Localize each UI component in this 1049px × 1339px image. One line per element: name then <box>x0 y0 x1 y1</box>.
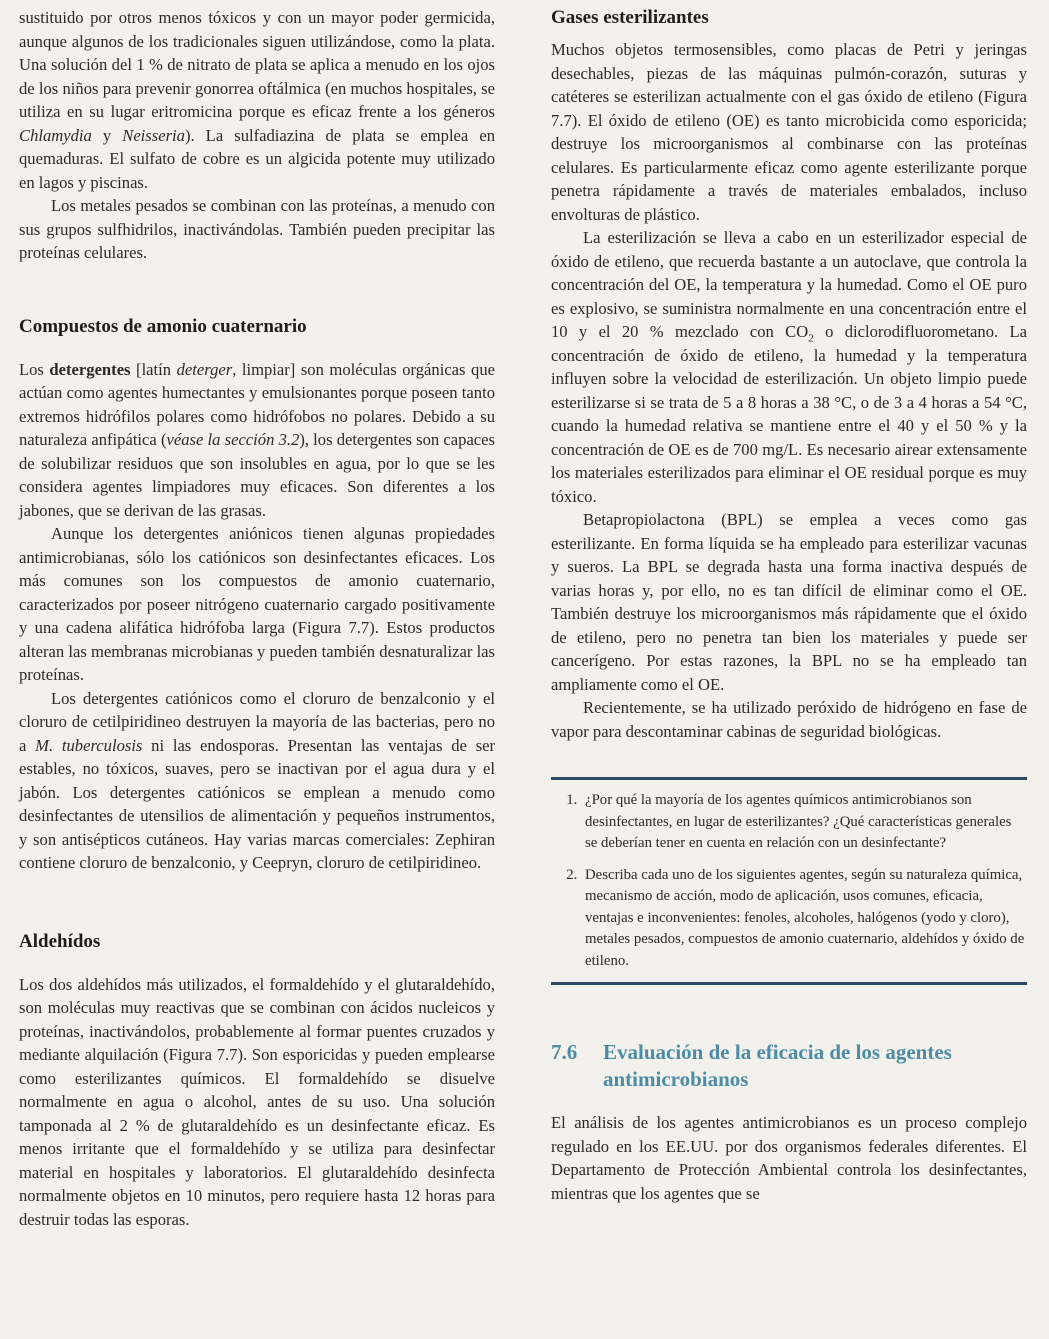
paragraph-metals-uses: sustituido por otros menos tóxicos y con un mayor poder germicida, aunque algunos de los tradicionales siguen utilizándose, como la plata. Una solución del 1 % de nitrato de plata se aplica a menudo en los ojos de los niños para prevenir gonorrea oftálmica (en muchos hospitales, se utiliza en su lugar eritromicina porque es eficaz frente a los géneros Chlamydia y Neisseria). La sulfadiazina de plata se emplea en quemaduras. El sulfato de cobre es un algicida potente muy utilizado en lagos y piscinas. <box>19 8 496 192</box>
genus-neisseria: Neisseria <box>122 125 185 145</box>
review-question: 2. Describa cada uno de los siguientes agentes, según su naturaleza química, mecanismo de acción, modo de aplicación, usos comunes, eficacia, ventajas e inconvenientes: fenoles, alcoholes, halógenos (yodo y cloro), metales pesados, compuestos de amonio cuaternario, aldehídos y óxido de etileno. <box>581 865 1027 973</box>
species-m-tuberculosis: M. tuberculosis <box>35 735 143 755</box>
paragraph-benzalkonium: Los detergentes catiónicos como el cloruro de benzalconio y el cloruro de cetilpiridineo destruyen la mayoría de las bacterias, pero no a M. tuberculosis ni las endosporas. Presentan las ventajas de ser estables, no tóxicos, suaves, pero se inactivan por el agua dura y el jabón. Los detergentes catiónicos se emplean a menudo como desinfectantes de utensilios de alimentación y pequeños instrumentos, y son antisépticos cutáneos. Hay varias marcas comerciales: Zephiran contiene cloruro de benzalconio, y Ceepryn, cloruro de cetilpiridineo. <box>19 688 496 872</box>
review-questions-list <box>551 790 1027 972</box>
section-number: 7.6 <box>551 1040 578 1064</box>
section-heading <box>551 1039 1027 1093</box>
review-questions-box <box>551 777 1027 985</box>
paragraph-evaluation: El análisis de los agentes antimicrobianos es un proceso complejo regulado en los EE.UU. por dos organismos federales diferentes. El Departamento de Protección Ambiental controla los desinfectantes, mientras que los agentes que se <box>551 1113 1027 1203</box>
right-column <box>551 6 1027 1205</box>
paragraph-eo-sterilizer: La esterilización se lleva a cabo en un esterilizador especial de óxido de etileno, que recuerda bastante a un autoclave, que controla la concentración del OE, la temperatura y la humedad. Como el OE puro es explosivo, se suministra normalmente en una concentración entre el 10 y el 20 % mezclado con $CO_2$ o diclorodifluorometano. La concentración de óxido de etileno, la humedad y la temperatura influyen sobre la velocidad de esterilización. Un objeto limpio puede esterilizarse si se trata de 5 a 8 horas a 38 °C, o de 3 a 4 horas a 54 °C, cuando la humedad relativa se mantiene entre el 40 y el 50 % y la concentración de OE es de 700 mg/L. Es necesario airear extensamente los materiales esterilizados para eliminar el OE residual porque es muy tóxico. <box>551 228 1027 506</box>
heading-sterilizing-gases: Gases esterilizantes <box>551 7 709 28</box>
term-detergentes: detergentes <box>49 359 131 379</box>
section-title: Evaluación de la eficacia de los agentes antimicrobianos <box>603 1040 952 1091</box>
paragraph-ethylene-oxide: Muchos objetos termosensibles, como placas de Petri y jeringas desechables, piezas de las máquinas pulmón-corazón, suturas y catéteres se esterilizan actualmente con el gas óxido de etileno (Figura 7.7). El óxido de etileno (OE) es tanto microbicida como esporicida; destruye los microorganismos al combinarse con las proteínas celulares. Es particularmente eficaz como agente esterilizante porque penetra rápidamente a través de materiales embalados, incluso envolturas de plástico. <box>551 40 1027 224</box>
paragraph-detergents: Los detergentes [latín deterger, limpiar] son moléculas orgánicas que actúan como agentes humectantes y emulsionantes porque poseen tanto extremos hidrófilos polares como hidrófobos no polares. Debido a su naturaleza anfipática (véase la sección 3.2), los detergentes son capaces de solubilizar residuos que son insolubles en agua, por lo que se les considera agentes limpiadores muy eficaces. Son diferentes a los jabones, que se derivan de las grasas. <box>19 359 495 520</box>
paragraph-aldehydes: Los dos aldehídos más utilizados, el formaldehído y el glutaraldehído, son moléculas muy reactivas que se combinan con ácidos nucleicos y proteínas, inactivándolos, probablemente al formar puentes cruzados y mediante alquilación (Figura 7.7). Son esporicidas y pueden emplearse como esterilizantes químicos. El formaldehído se disuelve normalmente en agua o alcohol, antes de su uso. Una solución tamponada al 2 % de glutaraldehído es un desinfectante eficaz. Es menos irritante que el formaldehído y se utiliza para desinfectar material en hospitales y laboratorios. El glutaraldehído desinfecta normalmente objetos en 10 minutos, pero requiere hasta 12 horas para destruir todas las esporas. <box>19 974 495 1229</box>
cross-reference: véase la sección 3.2 <box>166 430 300 449</box>
genus-chlamydia: Chlamydia <box>19 125 92 145</box>
paragraph-cationic-detergents: Aunque los detergentes aniónicos tienen algunas propiedades antimicrobianas, sólo los catiónicos son desinfectantes eficaces. Los más comunes son los compuestos de amonio cuaternario, caracterizados por poseer nitrógeno cuaternario cargado positivamente y una cadena alifática hidrófoba larga (Figura 7.7). Estos productos alteran las membranas microbianas y pueden también desnaturalizar las proteínas. <box>19 524 495 684</box>
left-column <box>19 6 495 1231</box>
paragraph-hydrogen-peroxide: Recientemente, se ha utilizado peróxido de hidrógeno en fase de vapor para descontaminar cabinas de seguridad biológicas. <box>551 698 1027 741</box>
paragraph-bpl: Betapropiolactona (BPL) se emplea a veces como gas esterilizante. En forma líquida se ha empleado para esterilizar vacunas y sueros. La BPL se degrada hasta una forma inactiva después de varias horas y, por ello, no es tan difícil de eliminar como el OE. También destruye los microorganismos más rápidamente que el óxido de etileno, pero no penetra tan bien los materiales y puede ser cancerígeno. Por estas razones, la BPL no se ha empleado tan ampliamente como el OE. <box>551 510 1027 694</box>
review-question: 1. ¿Por qué la mayoría de los agentes químicos antimicrobianos son desinfectantes, en lugar de esterilizantes? ¿Qué características generales se deberían tener en cuenta en relación con un desinfectante? <box>581 790 1027 855</box>
heading-quaternary-ammonium: Compuestos de amonio cuaternario <box>19 315 307 337</box>
paragraph-metals-mechanism: Los metales pesados se combinan con las proteínas, a menudo con sus grupos sulfhidrilos, inactivándolas. También pueden precipitar las proteínas celulares. <box>19 196 495 262</box>
heading-aldehydes: Aldehídos <box>19 930 101 952</box>
